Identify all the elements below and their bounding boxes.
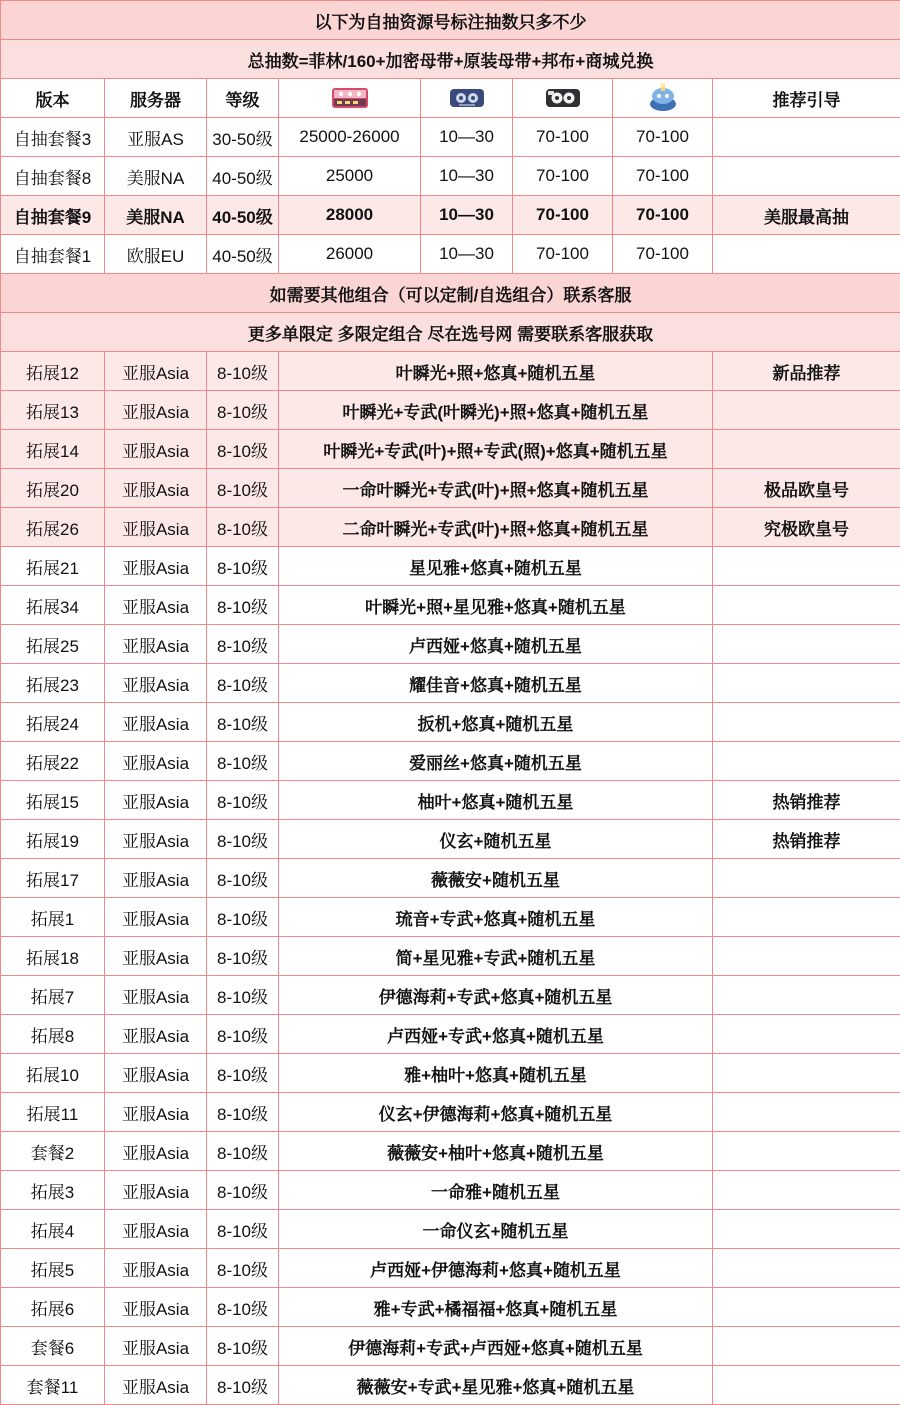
cell-server: 亚服Asia <box>105 703 207 742</box>
cell-bangboo-count: 70-100 <box>613 118 713 157</box>
cell-version: 拓展17 <box>1 859 105 898</box>
table-row <box>1 1171 900 1210</box>
table-row <box>1 157 900 196</box>
table-row <box>1 430 900 469</box>
cell-version: 拓展25 <box>1 625 105 664</box>
table-row <box>1 937 900 976</box>
cell-recommend <box>713 118 900 157</box>
cell-combo: 叶瞬光+照+星见雅+悠真+随机五星 <box>279 586 713 625</box>
cell-recommend: 究极欧皇号 <box>713 508 900 547</box>
cell-level: 8-10级 <box>207 1132 279 1171</box>
cell-version: 拓展18 <box>1 937 105 976</box>
cell-level: 8-10级 <box>207 1249 279 1288</box>
cell-server: 亚服Asia <box>105 547 207 586</box>
table-row <box>1 547 900 586</box>
cell-server: 亚服Asia <box>105 1171 207 1210</box>
cell-server: 亚服Asia <box>105 898 207 937</box>
cell-server: 亚服Asia <box>105 1288 207 1327</box>
cell-recommend <box>713 937 900 976</box>
cell-recommend <box>713 625 900 664</box>
cell-combo: 爱丽丝+悠真+随机五星 <box>279 742 713 781</box>
cell-server: 亚服Asia <box>105 508 207 547</box>
cell-level: 8-10级 <box>207 1366 279 1405</box>
cell-recommend <box>713 742 900 781</box>
cell-level: 8-10级 <box>207 1054 279 1093</box>
cell-combo: 卢西娅+悠真+随机五星 <box>279 625 713 664</box>
cell-film-count: 28000 <box>279 196 421 235</box>
original-tape-icon <box>513 79 613 118</box>
cell-server: 亚服Asia <box>105 586 207 625</box>
cell-recommend <box>713 898 900 937</box>
table-row <box>1 508 900 547</box>
cell-level: 8-10级 <box>207 664 279 703</box>
cell-server: 亚服Asia <box>105 391 207 430</box>
cell-film-count: 25000-26000 <box>279 118 421 157</box>
cell-combo: 卢西娅+专武+悠真+随机五星 <box>279 1015 713 1054</box>
cell-version: 拓展5 <box>1 1249 105 1288</box>
table-row <box>1 1132 900 1171</box>
table-row <box>1 1015 900 1054</box>
table-row <box>1 391 900 430</box>
cell-level: 8-10级 <box>207 586 279 625</box>
cell-version: 拓展24 <box>1 703 105 742</box>
cell-combo: 伊德海莉+专武+卢西娅+悠真+随机五星 <box>279 1327 713 1366</box>
table-header-row <box>1 79 900 118</box>
cell-version: 自抽套餐8 <box>1 157 105 196</box>
banner-subtitle: 总抽数=菲林/160+加密母带+原装母带+邦布+商城兑换 <box>1 40 900 79</box>
cell-version: 拓展8 <box>1 1015 105 1054</box>
cell-combo: 扳机+悠真+随机五星 <box>279 703 713 742</box>
cell-original-count: 70-100 <box>513 235 613 274</box>
cell-level: 8-10级 <box>207 1327 279 1366</box>
cell-version: 拓展10 <box>1 1054 105 1093</box>
cell-server: 亚服Asia <box>105 820 207 859</box>
cell-recommend <box>713 664 900 703</box>
cell-version: 自抽套餐3 <box>1 118 105 157</box>
cell-version: 拓展13 <box>1 391 105 430</box>
cell-version: 拓展19 <box>1 820 105 859</box>
cell-encrypted-count: 10—30 <box>421 157 513 196</box>
header-recommend: 推荐引导 <box>713 79 900 118</box>
cell-recommend <box>713 1171 900 1210</box>
cell-level: 40-50级 <box>207 196 279 235</box>
cell-level: 40-50级 <box>207 157 279 196</box>
cell-version: 拓展11 <box>1 1093 105 1132</box>
more-text: 更多单限定 多限定组合 尽在选号网 需要联系客服获取 <box>1 313 900 352</box>
cell-combo: 仪玄+随机五星 <box>279 820 713 859</box>
cell-version: 拓展4 <box>1 1210 105 1249</box>
cell-version: 套餐11 <box>1 1366 105 1405</box>
cell-recommend <box>713 1093 900 1132</box>
cell-recommend <box>713 391 900 430</box>
table-row <box>1 352 900 391</box>
cell-level: 8-10级 <box>207 1015 279 1054</box>
cell-combo: 一命雅+随机五星 <box>279 1171 713 1210</box>
cell-version: 拓展14 <box>1 430 105 469</box>
table-row <box>1 1366 900 1405</box>
cell-recommend <box>713 1015 900 1054</box>
table-row <box>1 820 900 859</box>
table-row <box>1 781 900 820</box>
cell-server: 亚服Asia <box>105 1249 207 1288</box>
cell-server: 亚服Asia <box>105 781 207 820</box>
cell-server: 亚服Asia <box>105 1132 207 1171</box>
cell-recommend <box>713 1054 900 1093</box>
contact-row[interactable] <box>1 274 900 313</box>
cell-level: 8-10级 <box>207 859 279 898</box>
cell-server: 美服NA <box>105 196 207 235</box>
table-row <box>1 469 900 508</box>
cell-server: 亚服Asia <box>105 1015 207 1054</box>
table-row <box>1 196 900 235</box>
header-server: 服务器 <box>105 79 207 118</box>
cell-server: 亚服Asia <box>105 352 207 391</box>
cell-recommend: 极品欧皇号 <box>713 469 900 508</box>
cell-combo: 简+星见雅+专武+随机五星 <box>279 937 713 976</box>
cell-combo: 一命仪玄+随机五星 <box>279 1210 713 1249</box>
table-row <box>1 235 900 274</box>
cell-encrypted-count: 10—30 <box>421 196 513 235</box>
header-version: 版本 <box>1 79 105 118</box>
cell-version: 拓展1 <box>1 898 105 937</box>
cell-version: 自抽套餐1 <box>1 235 105 274</box>
cell-server: 亚服Asia <box>105 430 207 469</box>
cell-combo: 卢西娅+伊德海莉+悠真+随机五星 <box>279 1249 713 1288</box>
cell-original-count: 70-100 <box>513 157 613 196</box>
cell-level: 8-10级 <box>207 469 279 508</box>
cell-combo: 琉音+专武+悠真+随机五星 <box>279 898 713 937</box>
table-row <box>1 898 900 937</box>
header-level: 等级 <box>207 79 279 118</box>
table-row <box>1 1054 900 1093</box>
cell-version: 拓展6 <box>1 1288 105 1327</box>
table-row <box>1 664 900 703</box>
cell-server: 亚服Asia <box>105 664 207 703</box>
cell-level: 8-10级 <box>207 742 279 781</box>
table-row <box>1 976 900 1015</box>
cell-recommend: 热销推荐 <box>713 781 900 820</box>
table-row <box>1 1288 900 1327</box>
cell-recommend <box>713 235 900 274</box>
cell-server: 亚服Asia <box>105 625 207 664</box>
cell-film-count: 25000 <box>279 157 421 196</box>
cell-server: 亚服Asia <box>105 937 207 976</box>
table-row <box>1 586 900 625</box>
cell-version: 拓展3 <box>1 1171 105 1210</box>
cell-combo: 叶瞬光+照+悠真+随机五星 <box>279 352 713 391</box>
table-row <box>1 859 900 898</box>
cell-version: 拓展15 <box>1 781 105 820</box>
cell-version: 拓展7 <box>1 976 105 1015</box>
cell-server: 亚服Asia <box>105 1327 207 1366</box>
cell-encrypted-count: 10—30 <box>421 235 513 274</box>
cell-original-count: 70-100 <box>513 118 613 157</box>
cell-recommend <box>713 859 900 898</box>
cell-server: 亚服Asia <box>105 1093 207 1132</box>
cell-server: 欧服EU <box>105 235 207 274</box>
table-row <box>1 1093 900 1132</box>
contact-text: 如需要其他组合（可以定制/自选组合）联系客服 <box>1 274 900 313</box>
contact-banner-body <box>1 274 900 352</box>
cell-bangboo-count: 70-100 <box>613 157 713 196</box>
cell-bangboo-count: 70-100 <box>613 196 713 235</box>
cell-version: 拓展12 <box>1 352 105 391</box>
cell-film-count: 26000 <box>279 235 421 274</box>
cell-version: 套餐2 <box>1 1132 105 1171</box>
film-reel-icon <box>279 79 421 118</box>
cell-level: 8-10级 <box>207 1171 279 1210</box>
cell-level: 8-10级 <box>207 391 279 430</box>
cell-level: 8-10级 <box>207 898 279 937</box>
cell-server: 亚服Asia <box>105 1366 207 1405</box>
cell-combo: 二命叶瞬光+专武(叶)+照+悠真+随机五星 <box>279 508 713 547</box>
cell-recommend <box>713 547 900 586</box>
cell-original-count: 70-100 <box>513 196 613 235</box>
encrypted-tape-icon <box>421 79 513 118</box>
cell-combo: 雅+柚叶+悠真+随机五星 <box>279 1054 713 1093</box>
top-rows-body <box>1 118 900 274</box>
cell-version: 拓展34 <box>1 586 105 625</box>
cell-server: 美服NA <box>105 157 207 196</box>
cell-level: 8-10级 <box>207 1210 279 1249</box>
cell-level: 8-10级 <box>207 430 279 469</box>
cell-version: 拓展26 <box>1 508 105 547</box>
more-row <box>1 313 900 352</box>
cell-combo: 耀佳音+悠真+随机五星 <box>279 664 713 703</box>
cell-recommend: 热销推荐 <box>713 820 900 859</box>
cell-level: 8-10级 <box>207 547 279 586</box>
cell-server: 亚服Asia <box>105 1210 207 1249</box>
cell-combo: 叶瞬光+专武(叶瞬光)+照+悠真+随机五星 <box>279 391 713 430</box>
cell-version: 拓展23 <box>1 664 105 703</box>
cell-combo: 薇薇安+随机五星 <box>279 859 713 898</box>
cell-combo: 雅+专武+橘福福+悠真+随机五星 <box>279 1288 713 1327</box>
cell-level: 8-10级 <box>207 1288 279 1327</box>
table-row <box>1 703 900 742</box>
cell-server: 亚服AS <box>105 118 207 157</box>
cell-recommend <box>713 1210 900 1249</box>
cell-combo: 星见雅+悠真+随机五星 <box>279 547 713 586</box>
cell-combo: 伊德海莉+专武+悠真+随机五星 <box>279 976 713 1015</box>
banner-title: 以下为自抽资源号标注抽数只多不少 <box>1 1 900 40</box>
cell-level: 8-10级 <box>207 781 279 820</box>
cell-version: 拓展21 <box>1 547 105 586</box>
cell-server: 亚服Asia <box>105 859 207 898</box>
bangboo-icon <box>613 79 713 118</box>
cell-version: 拓展22 <box>1 742 105 781</box>
cell-level: 8-10级 <box>207 625 279 664</box>
cell-server: 亚服Asia <box>105 1054 207 1093</box>
cell-version: 套餐6 <box>1 1327 105 1366</box>
cell-recommend <box>713 430 900 469</box>
cell-level: 8-10级 <box>207 937 279 976</box>
cell-recommend: 新品推荐 <box>713 352 900 391</box>
cell-server: 亚服Asia <box>105 469 207 508</box>
table-row <box>1 1249 900 1288</box>
cell-level: 8-10级 <box>207 352 279 391</box>
cell-combo: 一命叶瞬光+专武(叶)+照+悠真+随机五星 <box>279 469 713 508</box>
cell-recommend <box>713 1288 900 1327</box>
cell-level: 8-10级 <box>207 976 279 1015</box>
table-row <box>1 625 900 664</box>
cell-level: 40-50级 <box>207 235 279 274</box>
cell-combo: 叶瞬光+专武(叶)+照+专武(照)+悠真+随机五星 <box>279 430 713 469</box>
cell-recommend <box>713 1327 900 1366</box>
cell-server: 亚服Asia <box>105 742 207 781</box>
table-row <box>1 118 900 157</box>
banner-row-1 <box>1 1 900 40</box>
cell-level: 30-50级 <box>207 118 279 157</box>
cell-recommend <box>713 157 900 196</box>
cell-recommend <box>713 1132 900 1171</box>
table-row <box>1 1327 900 1366</box>
cell-server: 亚服Asia <box>105 976 207 1015</box>
cell-version: 自抽套餐9 <box>1 196 105 235</box>
cell-combo: 薇薇安+柚叶+悠真+随机五星 <box>279 1132 713 1171</box>
banner-row-2 <box>1 40 900 79</box>
table-row <box>1 1210 900 1249</box>
table-row <box>1 742 900 781</box>
cell-level: 8-10级 <box>207 1093 279 1132</box>
cell-recommend <box>713 703 900 742</box>
cell-level: 8-10级 <box>207 820 279 859</box>
cell-recommend: 美服最高抽 <box>713 196 900 235</box>
cell-combo: 仪玄+伊德海莉+悠真+随机五星 <box>279 1093 713 1132</box>
cell-level: 8-10级 <box>207 703 279 742</box>
cell-recommend <box>713 586 900 625</box>
cell-recommend <box>713 1249 900 1288</box>
combo-rows-body <box>1 352 900 1405</box>
cell-combo: 柚叶+悠真+随机五星 <box>279 781 713 820</box>
cell-encrypted-count: 10—30 <box>421 118 513 157</box>
cell-recommend <box>713 976 900 1015</box>
cell-level: 8-10级 <box>207 508 279 547</box>
cell-bangboo-count: 70-100 <box>613 235 713 274</box>
cell-combo: 薇薇安+专武+星见雅+悠真+随机五星 <box>279 1366 713 1405</box>
cell-version: 拓展20 <box>1 469 105 508</box>
cell-recommend <box>713 1366 900 1405</box>
